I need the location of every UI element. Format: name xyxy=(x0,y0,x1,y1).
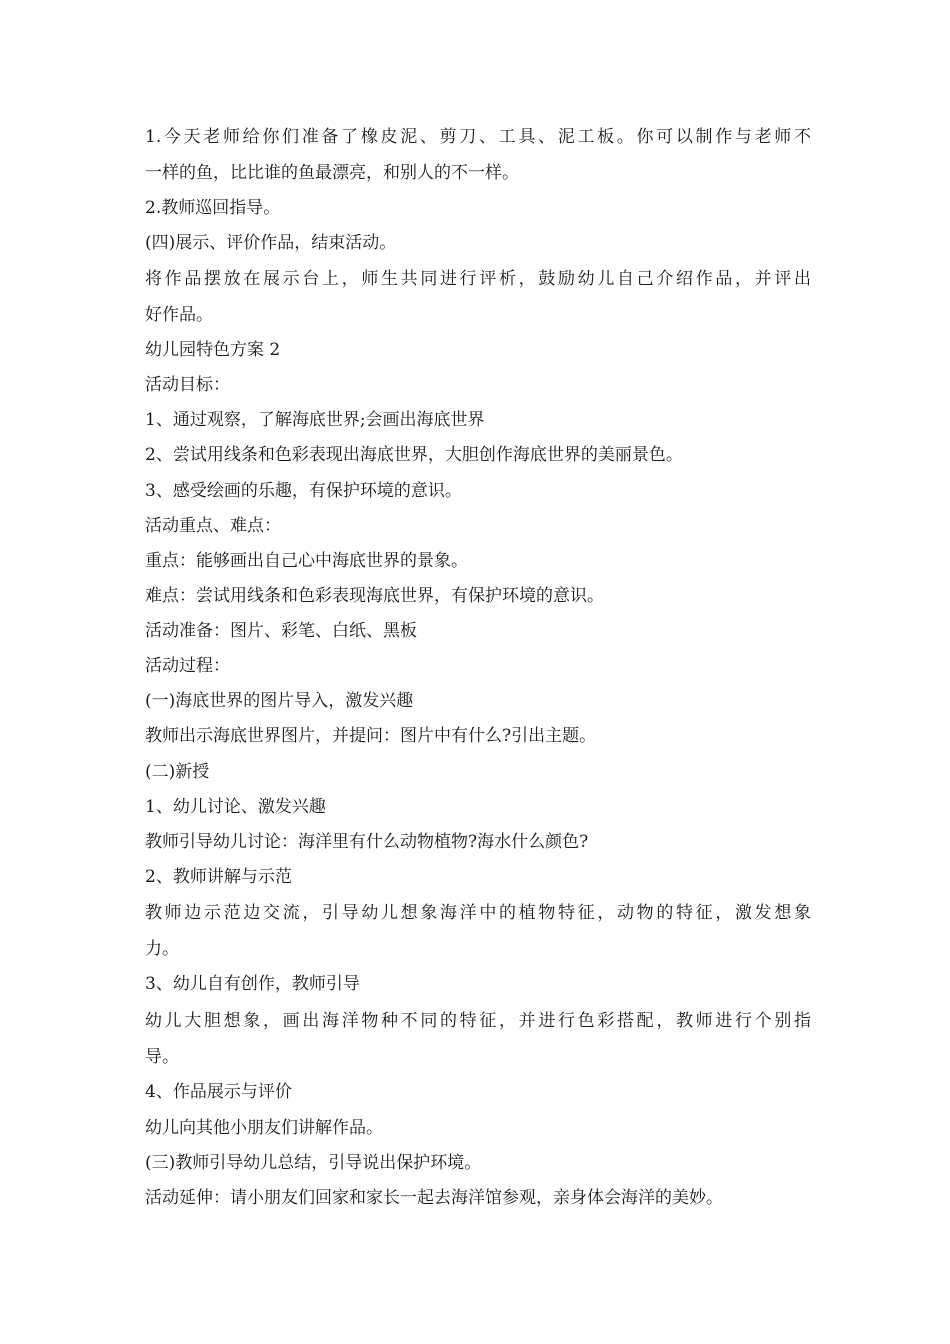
text-line: 活动过程： xyxy=(145,656,230,676)
text-line: 教师边示范边交流，引导幼儿想象海洋中的植物特征，动物的特征，激发想象 xyxy=(145,903,811,923)
text-line: 教师出示海底世界图片，并提问：图片中有什么?引出主题。 xyxy=(145,726,597,746)
text-line: 活动重点、难点： xyxy=(145,516,281,536)
text-line: 1、幼儿讨论、激发兴趣 xyxy=(145,797,326,817)
text-line: 1、通过观察，了解海底世界;会画出海底世界 xyxy=(145,410,485,430)
text-line: 一样的鱼，比比谁的鱼最漂亮，和别人的不一样。 xyxy=(145,163,519,183)
text-line: (二)新授 xyxy=(145,762,210,782)
text-line: 将作品摆放在展示台上，师生共同进行评析，鼓励幼儿自己介绍作品，并评出 xyxy=(145,269,811,289)
text-line: 2.教师巡回指导。 xyxy=(145,198,281,218)
text-line: 1.今天老师给你们准备了橡皮泥、剪刀、工具、泥工板。你可以制作与老师不 xyxy=(145,127,811,147)
text-line: 活动延伸：请小朋友们回家和家长一起去海洋馆参观，亲身体会海洋的美妙。 xyxy=(145,1188,723,1208)
text-line: 力。 xyxy=(145,939,179,959)
text-line: 4、作品展示与评价 xyxy=(145,1082,292,1102)
text-line: 教师引导幼儿讨论：海洋里有什么动物植物?海水什么颜色? xyxy=(145,832,589,852)
text-line: (三)教师引导幼儿总结，引导说出保护环境。 xyxy=(145,1153,482,1173)
text-line: 导。 xyxy=(145,1047,179,1067)
section-heading: 幼儿园特色方案 2 xyxy=(145,340,281,360)
text-line: 活动目标： xyxy=(145,375,230,395)
text-line: (四)展示、评价作品，结束活动。 xyxy=(145,233,397,253)
text-line: 2、尝试用线条和色彩表现出海底世界，大胆创作海底世界的美丽景色。 xyxy=(145,445,683,465)
text-line: 3、幼儿自有创作，教师引导 xyxy=(145,974,360,994)
text-line: 活动准备：图片、彩笔、白纸、黑板 xyxy=(145,621,417,641)
text-line: 难点：尝试用线条和色彩表现海底世界，有保护环境的意识。 xyxy=(145,586,604,606)
text-line: (一)海底世界的图片导入，激发兴趣 xyxy=(145,691,414,711)
text-line: 3、感受绘画的乐趣，有保护环境的意识。 xyxy=(145,481,462,501)
text-line: 重点：能够画出自己心中海底世界的景象。 xyxy=(145,551,468,571)
text-line: 幼儿向其他小朋友们讲解作品。 xyxy=(145,1118,383,1138)
text-line: 好作品。 xyxy=(145,305,213,325)
text-line: 幼儿大胆想象，画出海洋物种不同的特征，并进行色彩搭配，教师进行个别指 xyxy=(145,1011,811,1031)
text-line: 2、教师讲解与示范 xyxy=(145,867,292,887)
